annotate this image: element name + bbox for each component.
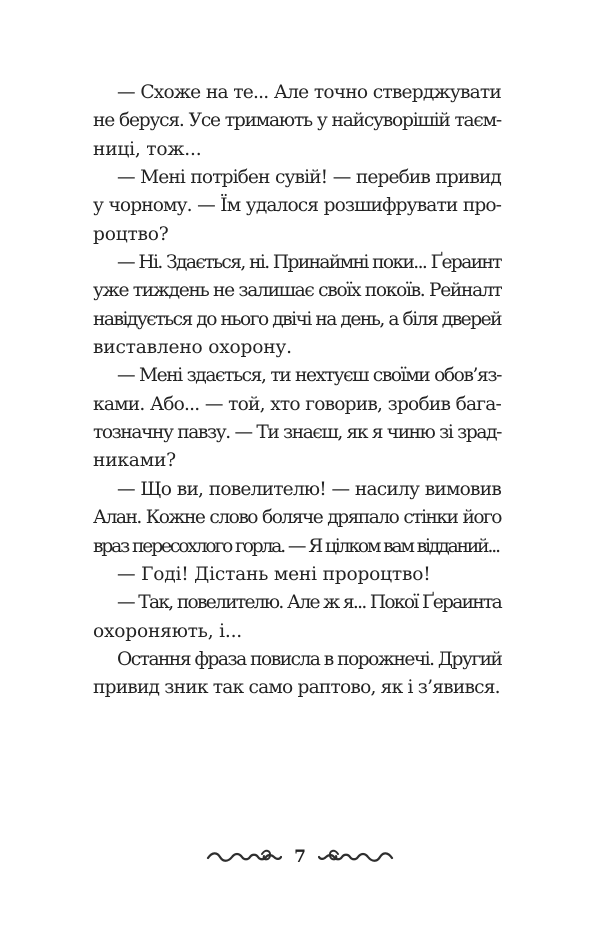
text-line: не беруся. Усе тримають у найсуворішій таєм- bbox=[93, 110, 501, 132]
text-line: роцтво? bbox=[93, 223, 169, 245]
page-footer bbox=[0, 842, 600, 872]
text-line: тозначну павзу. — Ти знаєш, як я чиню зі зрад- bbox=[93, 422, 501, 444]
text-line: — Ні. Здається, ні. Принаймні поки... Ґераинт bbox=[117, 252, 501, 274]
text-line: привид зник так само раптово, як і з’явився. bbox=[93, 677, 500, 699]
text-line: ками. Або... — той, хто говорив, зробив бага- bbox=[93, 393, 501, 415]
text-line: Остання фраза повисла в порожнечі. Другий bbox=[117, 648, 502, 670]
text-line: у чорному. — Їм удалося розшифрувати про- bbox=[93, 195, 501, 217]
page-number: 7 bbox=[294, 847, 306, 867]
text-line: Алан. Кожне слово боляче дряпало стінки його bbox=[93, 507, 501, 529]
right-ornament-icon bbox=[318, 845, 396, 869]
text-line: уже тиждень не залишає своїх покоїв. Рейналт bbox=[93, 280, 502, 302]
text-line: — Годі! Дістань мені пророцтво! bbox=[117, 563, 431, 585]
text-line: — Схоже на те... Але точно стверджувати bbox=[117, 82, 501, 103]
text-line: ниці, тож... bbox=[93, 138, 202, 160]
text-line: — Мені здається, ти нехтуєш своїми обов’яз- bbox=[117, 365, 501, 387]
text-line: — Так, повелителю. Але ж я... Покої Ґераинта bbox=[117, 592, 501, 614]
text-line: навідується до нього двічі на день, а біля дверей bbox=[93, 308, 501, 330]
left-ornament-icon bbox=[204, 845, 282, 869]
text-line: — Мені потрібен сувій! — перебив привид bbox=[117, 167, 501, 189]
text-line: никами? bbox=[93, 450, 176, 472]
text-line: враз пересохлого горла. — Я цілком вам відданий... bbox=[93, 535, 499, 557]
text-line: виставлено охорону. bbox=[93, 337, 292, 359]
text-line: — Що ви, повелителю! — насилу вимовив bbox=[117, 478, 501, 500]
text-line: охороняють, і... bbox=[93, 620, 242, 642]
body-text bbox=[93, 79, 501, 703]
